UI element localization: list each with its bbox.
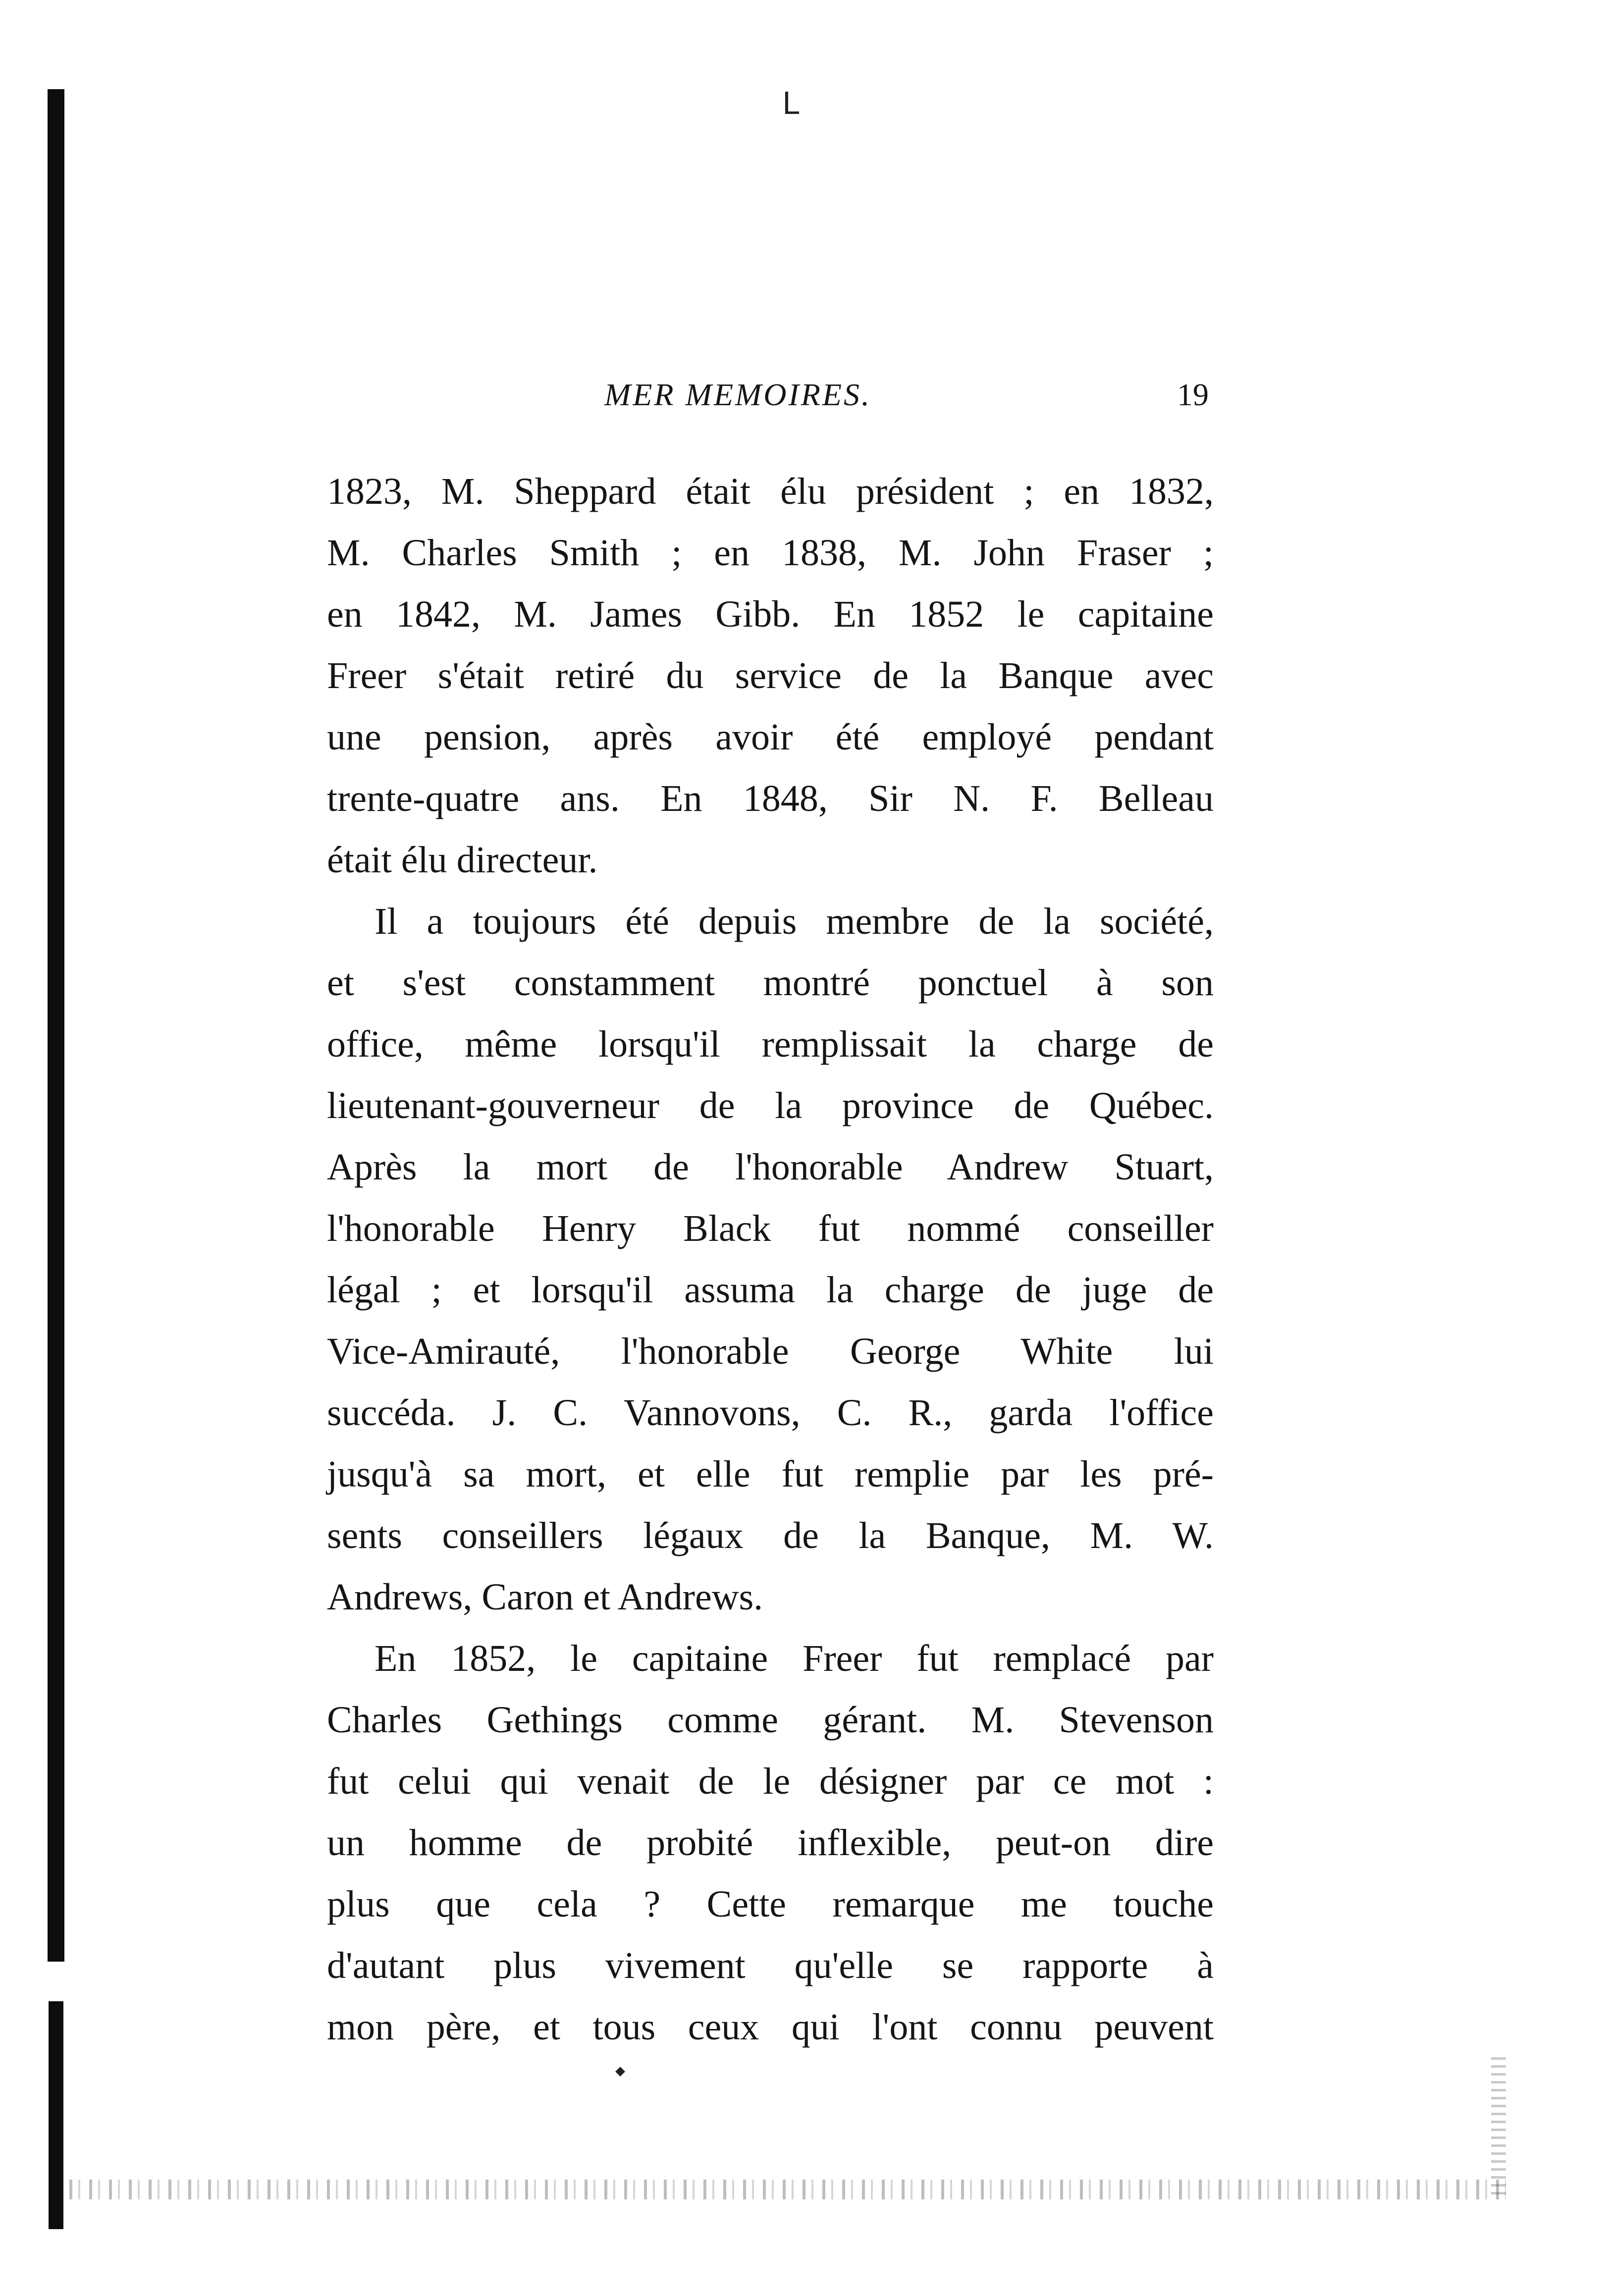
running-head bbox=[327, 376, 1209, 431]
text-line: Charles Gethings comme gérant. M. Stevenson bbox=[327, 1699, 1214, 1741]
page-number: 19 bbox=[1177, 377, 1209, 412]
text-line: légal ; et lorsqu'il assuma la charge de juge de bbox=[327, 1269, 1214, 1311]
text-line: plus que cela ? Cette remarque me touche bbox=[327, 1883, 1214, 1925]
text-line: lieutenant-gouverneur de la province de Québec. bbox=[327, 1085, 1214, 1126]
scan-right-noise bbox=[1491, 2056, 1506, 2194]
text-line: succéda. J. C. Vannovons, C. R., garda l'office bbox=[327, 1392, 1214, 1434]
text-line: et s'est constamment montré ponctuel à son bbox=[327, 962, 1214, 1004]
scan-edge-shadow bbox=[48, 89, 64, 1962]
text-line: Il a toujours été depuis membre de la société, bbox=[375, 901, 1214, 942]
text-line: En 1852, le capitaine Freer fut remplacé par bbox=[375, 1638, 1214, 1679]
scan-edge-shadow-lower bbox=[49, 2001, 63, 2229]
text-line: fut celui qui venait de le désigner par ce mot : bbox=[327, 1761, 1214, 1802]
text-line: mon père, et tous ceux qui l'ont connu peuvent bbox=[327, 2006, 1214, 2048]
text-line: 1823, M. Sheppard était élu président ; en 1832, bbox=[327, 471, 1214, 512]
text-line: Après la mort de l'honorable Andrew Stuart, bbox=[327, 1146, 1214, 1188]
text-line: trente-quatre ans. En 1848, Sir N. F. Belleau bbox=[327, 778, 1214, 819]
printer-mark-bottom bbox=[615, 2067, 625, 2077]
text-line: office, même lorsqu'il remplissait la charge de bbox=[327, 1023, 1214, 1065]
text-line: en 1842, M. James Gibb. En 1852 le capitaine bbox=[327, 593, 1214, 635]
text-line: jusqu'à sa mort, et elle fut remplie par les pré- bbox=[327, 1453, 1214, 1495]
text-line: un homme de probité inflexible, peut-on dire bbox=[327, 1822, 1214, 1864]
text-line: sents conseillers légaux de la Banque, M. W. bbox=[327, 1515, 1214, 1556]
text-line: Vice-Amirauté, l'honorable George White lui bbox=[327, 1331, 1214, 1372]
body-text bbox=[327, 461, 1214, 2058]
text-line: M. Charles Smith ; en 1838, M. John Fraser ; bbox=[327, 532, 1214, 574]
text-line: une pension, après avoir été employé pendant bbox=[327, 716, 1214, 758]
running-head-title: MER MEMOIRES. bbox=[604, 377, 871, 412]
text-line: était élu directeur. bbox=[327, 839, 598, 881]
text-line: Freer s'était retiré du service de la Banque avec bbox=[327, 655, 1214, 696]
scan-bottom-noise bbox=[69, 2180, 1506, 2199]
text-line: Andrews, Caron et Andrews. bbox=[327, 1576, 763, 1618]
printer-mark bbox=[785, 92, 799, 114]
text-line: d'autant plus vivement qu'elle se rapporte à bbox=[327, 1945, 1214, 1986]
text-line: l'honorable Henry Black fut nommé conseiller bbox=[327, 1208, 1214, 1249]
